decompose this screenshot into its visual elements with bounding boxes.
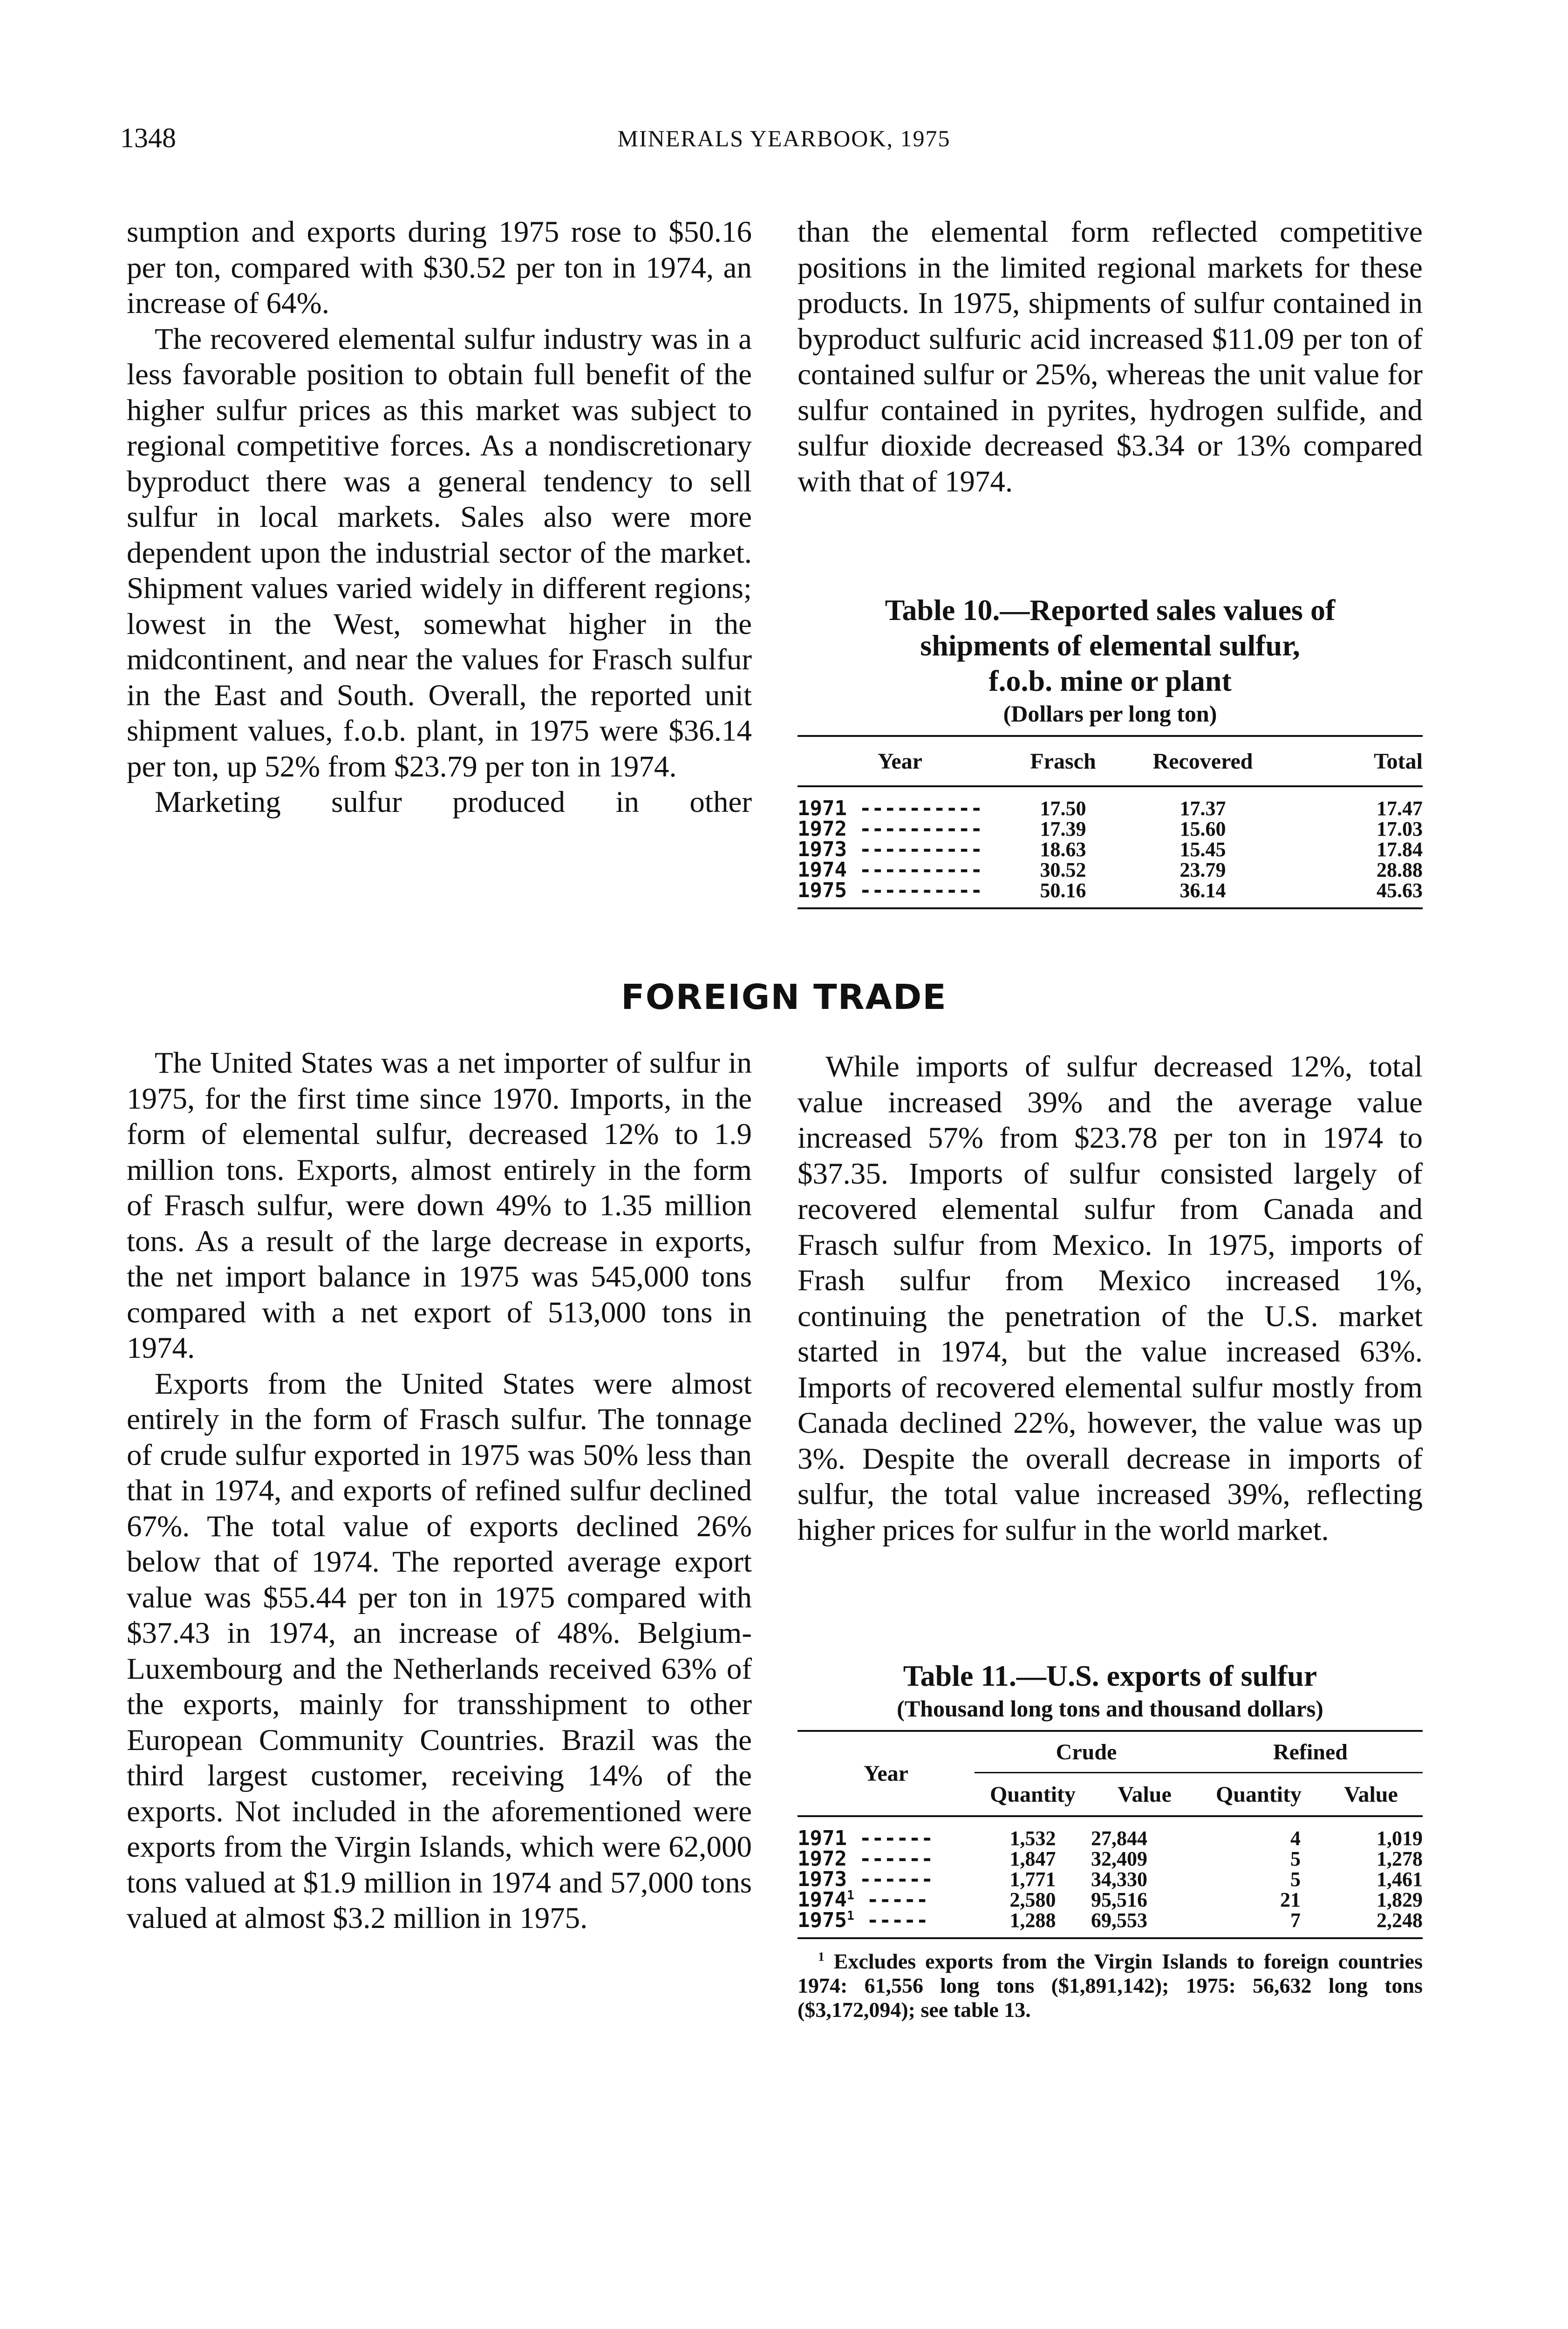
column-group-header: Refined [1198,1731,1423,1773]
table-row [798,880,1423,908]
paragraph: The recovered elemental sulfur industry was in a less favorable position to obtain full benefit of the higher sulfur prices as this market was subject to regional competitive forces. As a nondiscretionary byproduct there was a general tendency to sell sulfur in local markets. Sales also were more dependent upon the industrial sector of the market. Shipment values varied widely in different regions; lowest in the West, somewhat higher in the midcontinent, and near the values for Frasch sulfur in the East and South. Overall, the reported unit shipment values, f.o.b. plant, in 1975 were $36.14 per ton, up 52% from $23.79 per ton in 1974. [127,322,752,783]
cell: 18.63 [1040,838,1086,861]
cell: 4 [1290,1827,1301,1850]
row-year: 1975 [798,1908,847,1932]
table-row [798,860,1423,880]
column-header: Quantity [989,1782,1076,1807]
table-10 [798,592,1423,909]
cell: 45.63 [1377,879,1423,902]
cell: 17.03 [1377,817,1423,840]
table-footnote [798,1949,1423,2022]
footnote-marker: 1 [846,1888,854,1903]
footnote-marker: 1 [846,1908,854,1923]
leader-dots: ---------- [859,838,983,861]
leader-dots: ---------- [859,878,983,902]
cell: 21 [1280,1888,1301,1911]
row-year: 1973 [798,1867,847,1891]
row-year: 1972 [798,1847,847,1871]
cell: 50.16 [1040,879,1086,902]
table-row [798,1849,1423,1869]
cell: 17.50 [1040,797,1086,820]
cell: 1,019 [1377,1827,1423,1850]
cell: 95,516 [1091,1888,1147,1911]
column-header: Quantity [1215,1782,1302,1807]
cell: 2,580 [1009,1888,1056,1911]
cell: 1,829 [1377,1888,1423,1911]
cell: 30.52 [1040,858,1086,881]
row-year: 1972 [798,817,847,841]
paragraph: sumption and exports during 1975 rose to $50.16 per ton, compared with $30.52 per ton in 1974, an increase of 64%. [127,215,752,320]
column-header: Recovered [1152,749,1253,774]
cell: 1,847 [1009,1847,1056,1870]
cell: 7 [1290,1909,1301,1932]
table-row [798,819,1423,839]
paragraph: The United States was a net importer of sulfur in 1975, for the first time since 1970. Imports, in the form of elemental sulfur, decreased 12% to 1.9 million tons. Exports, almost entirely in the form of Frasch sulfur, were down 49% to 1.35 million tons. As a result of the large decrease in exports, the net import balance in 1975 was 545,000 tons compared with a net export of 513,000 tons in 1974. [127,1046,752,1365]
page-number: 1348 [120,123,176,153]
cell: 1,461 [1377,1868,1423,1891]
section-heading: FOREIGN TRADE [621,977,947,1017]
cell: 17.37 [1179,797,1226,820]
column-header: Year [878,749,922,774]
column-header: Total [1374,749,1423,774]
leader-dots: ----- [866,1888,928,1912]
table-title: Table 10.—Reported sales values of [885,593,1336,627]
running-title: MINERALS YEARBOOK, 1975 [617,125,951,151]
leader-dots: ---------- [859,817,983,841]
footnote-marker: 1 [818,1949,825,1964]
column-left-top [127,214,752,820]
table-row [798,1910,1423,1938]
cell: 1,278 [1377,1847,1423,1870]
paragraph: While imports of sulfur decreased 12%, total value increased 39% and the average value increased 57% from $23.78 per ton in 1974 to $37.35. Imports of sulfur consisted largely of recovered elemental sulfur from Canada and Frasch sulfur from Mexico. In 1975, imports of Frash sulfur from Mexico increased 1%, continuing the penetration of the U.S. market started in 1974, but the value increased 63%. Imports of recovered elemental sulfur mostly from Canada declined 22%, however, the value was up 3%. Despite the overall decrease in imports of sulfur, the total value increased 39%, reflecting higher prices for sulfur in the world market. [798,1050,1423,1547]
paragraph: Exports from the United States were almost entirely in the form of Frasch sulfur. The tonnage of crude sulfur exported in 1975 was 50% less than that in 1974, and exports of refined sulfur declined 67%. The total value of exports declined 26% below that of 1974. The reported average export value was $55.44 per ton in 1975 compared with $37.43 in 1974, an increase of 48%. Belgium-Luxembourg and the Netherlands received 63% of the exports, mainly for transshipment to other European Community Countries. Brazil was the third largest customer, receiving 14% of the exports. Not included in the aforementioned were exports from the Virgin Islands, which were 62,000 tons valued at $1.9 million in 1974 and 57,000 tons valued at almost $3.2 million in 1975. [127,1367,752,1935]
column-group-header: Crude [975,1731,1198,1773]
footnote-text: Excludes exports from the Virgin Islands to foreign countries 1974: 61,556 long tons ($1,891,142); 1975: 56,632 long tons ($3,172,094); see table 13. [798,1949,1423,2022]
cell: 5 [1290,1868,1301,1891]
column-header: Value [1118,1782,1172,1807]
table-subtitle: (Dollars per long ton) [1003,701,1217,727]
cell: 1,532 [1009,1827,1056,1850]
row-year: 1974 [798,858,847,882]
row-year: 1973 [798,838,847,861]
column-right-bottom [798,1049,1423,1548]
table-11 [798,1658,1423,2022]
cell: 15.45 [1179,838,1226,861]
leader-dots: ------ [859,1847,934,1871]
cell: 5 [1290,1847,1301,1870]
cell: 1,288 [1009,1909,1056,1932]
table-title: shipments of elemental sulfur, [920,629,1300,662]
cell: 28.88 [1377,858,1423,881]
cell: 32,409 [1091,1847,1147,1870]
row-year: 1975 [798,878,847,902]
row-year: 1971 [798,797,847,820]
cell: 15.60 [1179,817,1226,840]
table-subtitle: (Thousand long tons and thousand dollars) [897,1696,1323,1722]
leader-dots: ---------- [859,858,983,882]
leader-dots: ------ [859,1826,934,1850]
column-header: Value [1344,1782,1398,1807]
cell: 69,553 [1091,1909,1147,1932]
cell: 17.84 [1377,838,1423,861]
cell: 23.79 [1179,858,1226,881]
table-title: Table 11.—U.S. exports of sulfur [903,1659,1317,1692]
column-header: Frasch [1030,749,1096,774]
column-header: Year [798,1731,975,1816]
row-year: 1971 [798,1826,847,1850]
cell: 17.39 [1040,817,1086,840]
paragraph: Marketing sulfur produced in other [155,785,752,819]
leader-dots: ----- [866,1908,928,1932]
cell: 27,844 [1091,1827,1147,1850]
table-row [798,1816,1423,1849]
leader-dots: ---------- [859,797,983,820]
cell: 17.47 [1377,797,1423,820]
cell: 36.14 [1179,879,1226,902]
row-year: 1974 [798,1888,847,1912]
column-left-bottom [127,1045,752,1936]
cell: 2,248 [1377,1909,1423,1932]
column-right-top [798,214,1423,499]
table-row [798,786,1423,819]
paragraph: than the elemental form reflected competitive positions in the limited regional markets for these products. In 1975, shipments of sulfur contained in byproduct sulfuric acid increased $11.09 per ton of contained sulfur or 25%, whereas the unit value for sulfur contained in pyrites, hydrogen sulfide, and sulfur dioxide decreased $3.34 or 13% compared with that of 1974. [798,215,1423,498]
table-row [798,839,1423,860]
cell: 34,330 [1091,1868,1147,1891]
table-title: f.o.b. mine or plant [989,664,1232,697]
table-11-grid [798,1730,1423,1939]
cell: 1,771 [1009,1868,1056,1891]
table-row [798,1890,1423,1910]
leader-dots: ------ [859,1867,934,1891]
table-row [798,1869,1423,1890]
table-10-grid [798,737,1423,909]
